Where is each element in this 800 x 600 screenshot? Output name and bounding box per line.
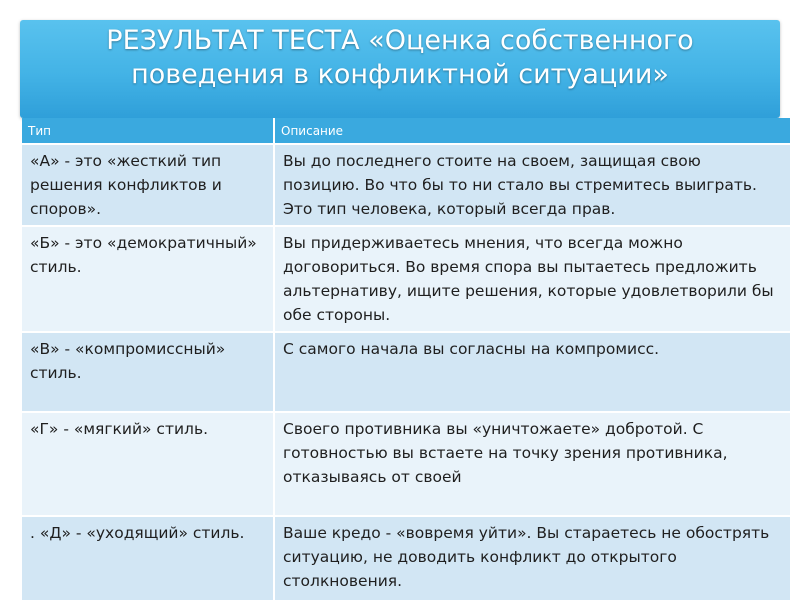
description-cell: Вы придерживаетесь мнения, что всегда можно договориться. Во время спора вы пытаетесь предложить альтернативу, ищите решения, которые удовлетворили бы обе стороны. (274, 226, 790, 332)
table-header-row (22, 118, 790, 144)
table-row (22, 516, 790, 600)
table-row (22, 332, 790, 412)
column-header-description: Описание (274, 118, 790, 144)
title-line-1: РЕЗУЛЬТАТ ТЕСТА «Оценка собственного (106, 25, 694, 56)
description-cell: Своего противника вы «уничтожаете» добротой. С готовностью вы встаете на точку зрения противника, отказываясь от своей (274, 412, 790, 516)
description-cell: С самого начала вы согласны на компромисс. (274, 332, 790, 412)
type-cell: «Б» - это «демократичный» стиль. (22, 226, 274, 332)
type-cell: «В» - «компромиссный» стиль. (22, 332, 274, 412)
description-cell: Ваше кредо - «вовремя уйти». Вы стараетесь не обострять ситуацию, не доводить конфликт до открытого столкновения. (274, 516, 790, 600)
results-table (22, 118, 790, 600)
type-cell: «Г» - «мягкий» стиль. (22, 412, 274, 516)
table-row (22, 226, 790, 332)
table-row (22, 144, 790, 226)
type-cell: «А» - это «жесткий тип решения конфликтов и споров». (22, 144, 274, 226)
table-row (22, 412, 790, 516)
title-line-2: поведения в конфликтной ситуации» (131, 59, 669, 90)
slide-title (0, 24, 800, 92)
column-header-type: Тип (22, 118, 274, 144)
type-cell: . «Д» - «уходящий» стиль. (22, 516, 274, 600)
description-cell: Вы до последнего стоите на своем, защищая свою позицию. Во что бы то ни стало вы стремитесь выиграть. Это тип человека, который всегда прав. (274, 144, 790, 226)
